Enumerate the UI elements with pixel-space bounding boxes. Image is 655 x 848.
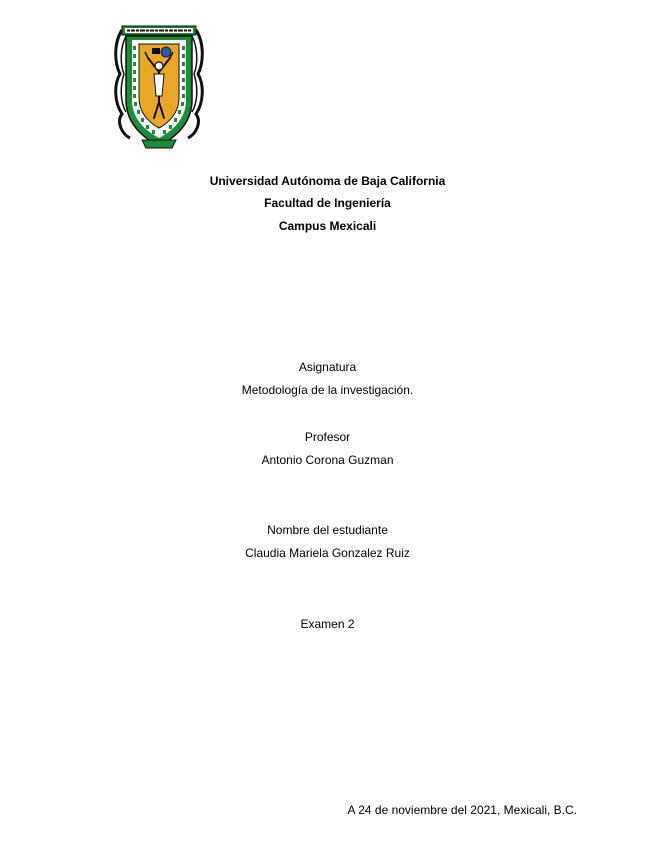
student-label: Nombre del estudiante <box>267 523 388 537</box>
subject-label: Asignatura <box>298 360 357 374</box>
subject-value: Metodología de la investigación. <box>241 383 414 397</box>
professor-label: Profesor <box>304 430 351 444</box>
date-place: A 24 de noviembre del 2021, Mexicali, B.C. <box>347 803 577 817</box>
faculty-name: Facultad de Ingeniería <box>264 196 391 210</box>
campus-name: Campus Mexicali <box>278 219 377 233</box>
uabc-crest-icon <box>112 22 206 152</box>
professor-name: Antonio Corona Guzman <box>261 453 394 467</box>
student-name: Claudia Mariela Gonzalez Ruiz <box>245 546 410 560</box>
university-name: Universidad Autónoma de Baja California <box>209 174 446 188</box>
exam-title: Examen 2 <box>300 617 355 631</box>
